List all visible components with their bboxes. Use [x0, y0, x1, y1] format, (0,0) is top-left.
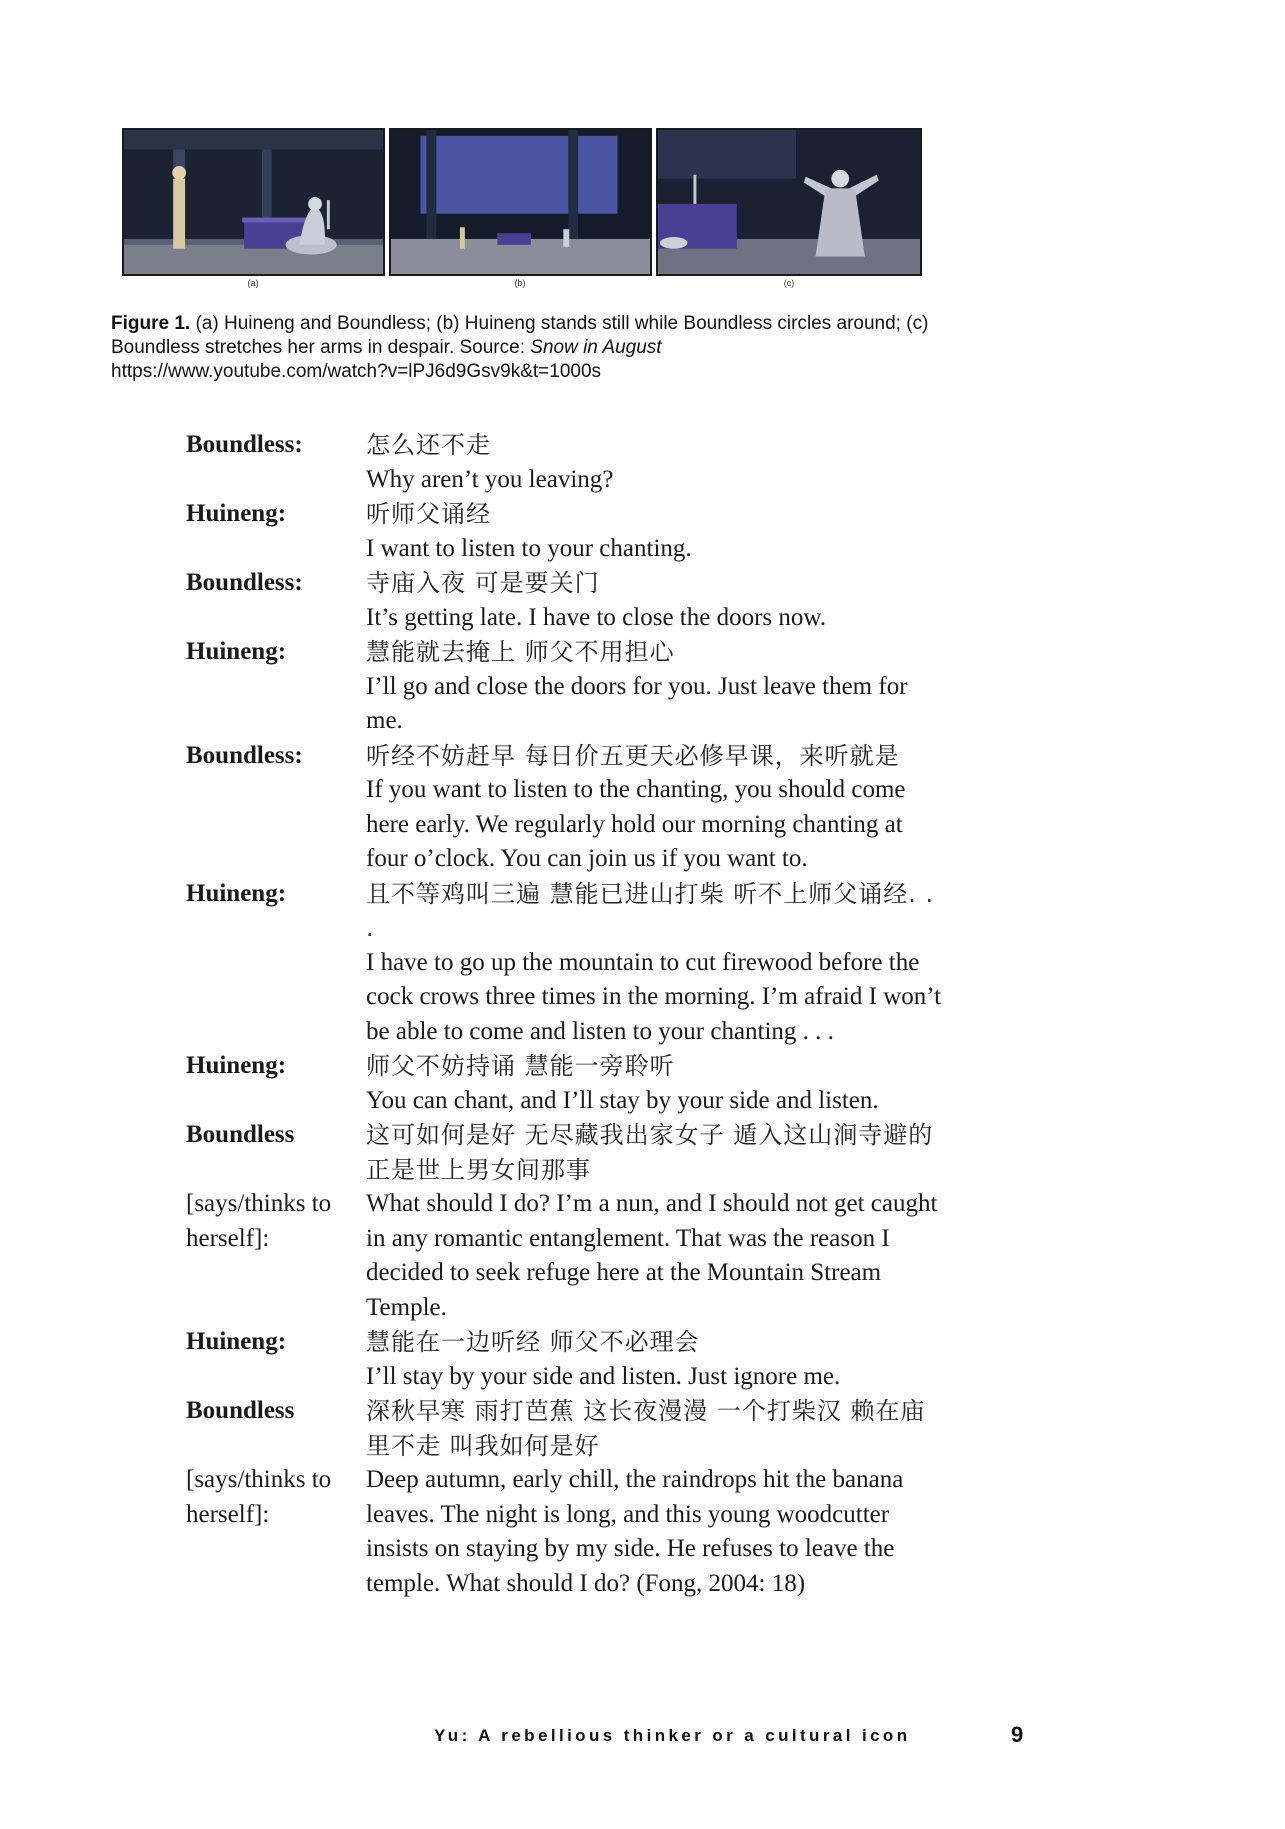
speaker-label: Boundless:	[186, 569, 303, 596]
speaker-label: Boundless:	[186, 741, 303, 769]
figure-panel-c-label: (c)	[783, 278, 795, 288]
dialogue-turn	[186, 566, 946, 635]
dialogue-turn	[186, 1118, 946, 1187]
chinese-line: 师父不妨持诵 慧能一旁聆听	[366, 1052, 675, 1080]
speaker-aside-label: [says/thinks to herself]:	[186, 1190, 332, 1252]
dialogue-turn	[186, 739, 946, 877]
speaker-label: Boundless:	[186, 431, 303, 458]
chinese-line: 怎么还不走	[366, 431, 491, 459]
speaker-aside-label: [says/thinks to herself]:	[186, 1466, 332, 1528]
dialogue-turn	[186, 1394, 946, 1463]
figure-caption-source-link[interactable]: https://www.youtube.com/watch?v=lPJ6d9Gsv9k&t=1000s	[111, 361, 602, 382]
figure-caption-source-title: Snow in August	[530, 337, 662, 358]
figure-panel-a-label: (a)	[247, 278, 259, 288]
speech	[366, 1118, 946, 1187]
english-translation: What should I do? I’m a nun, and I should not get caught in any romantic entanglement. That was the reason I decided to seek refuge here at the Mountain Stream Temple.	[366, 1190, 938, 1321]
dialogue-turn	[186, 497, 946, 566]
figure-panel-c-photo	[656, 128, 922, 276]
chinese-line: 这可如何是好 无尽藏我出家女子 遁入这山涧寺避的正是世上男女间那事	[366, 1121, 934, 1184]
dialogue-turn	[186, 1049, 946, 1118]
dialogue-turn	[186, 877, 946, 1050]
speaker-label: Boundless	[186, 1121, 295, 1148]
running-head: Yu: A rebellious thinker or a cultural icon	[434, 1726, 911, 1745]
speech	[366, 1049, 946, 1118]
speech	[366, 1394, 946, 1463]
english-translation: Deep autumn, early chill, the raindrops hit the banana leaves. The night is long, and this young woodcutter insists on staying by my side. He refuses to leave the temple. What should I do? (Fong, 2004: 18)	[366, 1466, 904, 1597]
speech	[366, 877, 946, 1050]
english-translation: If you want to listen to the chanting, you should come here early. We regularly hold our morning chanting at four o’clock. You can join us if you want to.	[366, 776, 906, 872]
figure-caption-text: (a) Huineng and Boundless; (b) Huineng stands still while Boundless circles around; (c) Boundless stretches her arms in despair. Source:	[111, 313, 929, 358]
english-translation: I’ll go and close the doors for you. Just leave them for me.	[366, 672, 908, 734]
page-number: 9	[1011, 1722, 1024, 1747]
chinese-line: 深秋早寒 雨打芭蕉 这长夜漫漫 一个打柴汉 赖在庙里不走 叫我如何是好	[366, 1397, 926, 1460]
stage-photo-huineng-and-boundless-icon	[124, 130, 383, 274]
stage-photo-wide-stage-icon	[391, 130, 650, 274]
stage-photo-boundless-arms-outstretched-icon	[658, 130, 920, 274]
dialogue-turn	[186, 428, 946, 497]
figure-caption-label: Figure 1.	[111, 313, 191, 334]
chinese-line: 且不等鸡叫三遍 慧能已进山打柴 听不上师父诵经. . .	[366, 879, 935, 942]
speech	[366, 497, 946, 566]
speaker-label: Huineng:	[186, 500, 287, 527]
figure-1	[122, 128, 922, 296]
english-translation: I want to listen to your chanting.	[366, 534, 692, 562]
figure-panel-b-photo	[389, 128, 652, 276]
english-translation: Why aren’t you leaving?	[366, 465, 614, 493]
speech	[366, 1325, 946, 1394]
english-translation: I have to go up the mountain to cut firewood before the cock crows three times in the morning. I’m afraid I won’t be able to come and listen to your chanting . . .	[366, 948, 942, 1045]
english-translation: It’s getting late. I have to close the doors now.	[366, 603, 827, 631]
speech	[366, 635, 946, 739]
chinese-line: 慧能就去掩上 师父不用担心	[366, 638, 675, 666]
english-translation: You can chant, and I’ll stay by your side and listen.	[366, 1086, 879, 1114]
figure-panel-a-photo	[122, 128, 385, 276]
dialogue-turn	[186, 1463, 946, 1601]
figure-panel-b-label: (b)	[514, 278, 526, 288]
chinese-line: 听师父诵经	[366, 500, 491, 528]
speech	[366, 566, 946, 635]
dialogue-transcript	[186, 428, 946, 1601]
dialogue-turn	[186, 635, 946, 739]
speaker-label: Huineng:	[186, 1328, 287, 1355]
chinese-line: 寺庙入夜 可是要关门	[366, 569, 600, 597]
speech	[366, 428, 946, 497]
speaker-label: Boundless	[186, 1397, 295, 1424]
speech	[366, 1463, 946, 1601]
chinese-line: 慧能在一边听经 师父不必理会	[366, 1328, 700, 1356]
figure-caption	[111, 312, 941, 384]
english-translation: I’ll stay by your side and listen. Just ignore me.	[366, 1362, 841, 1390]
speaker-label: Huineng:	[186, 638, 287, 665]
dialogue-turn	[186, 1325, 946, 1394]
speaker-label: Huineng:	[186, 879, 287, 907]
speech	[366, 1187, 946, 1325]
speech	[366, 739, 946, 877]
chinese-line: 听经不妨赶早 每日价五更天必修早课，来听就是	[366, 741, 900, 770]
speaker-label: Huineng:	[186, 1052, 287, 1079]
dialogue-turn	[186, 1187, 946, 1325]
